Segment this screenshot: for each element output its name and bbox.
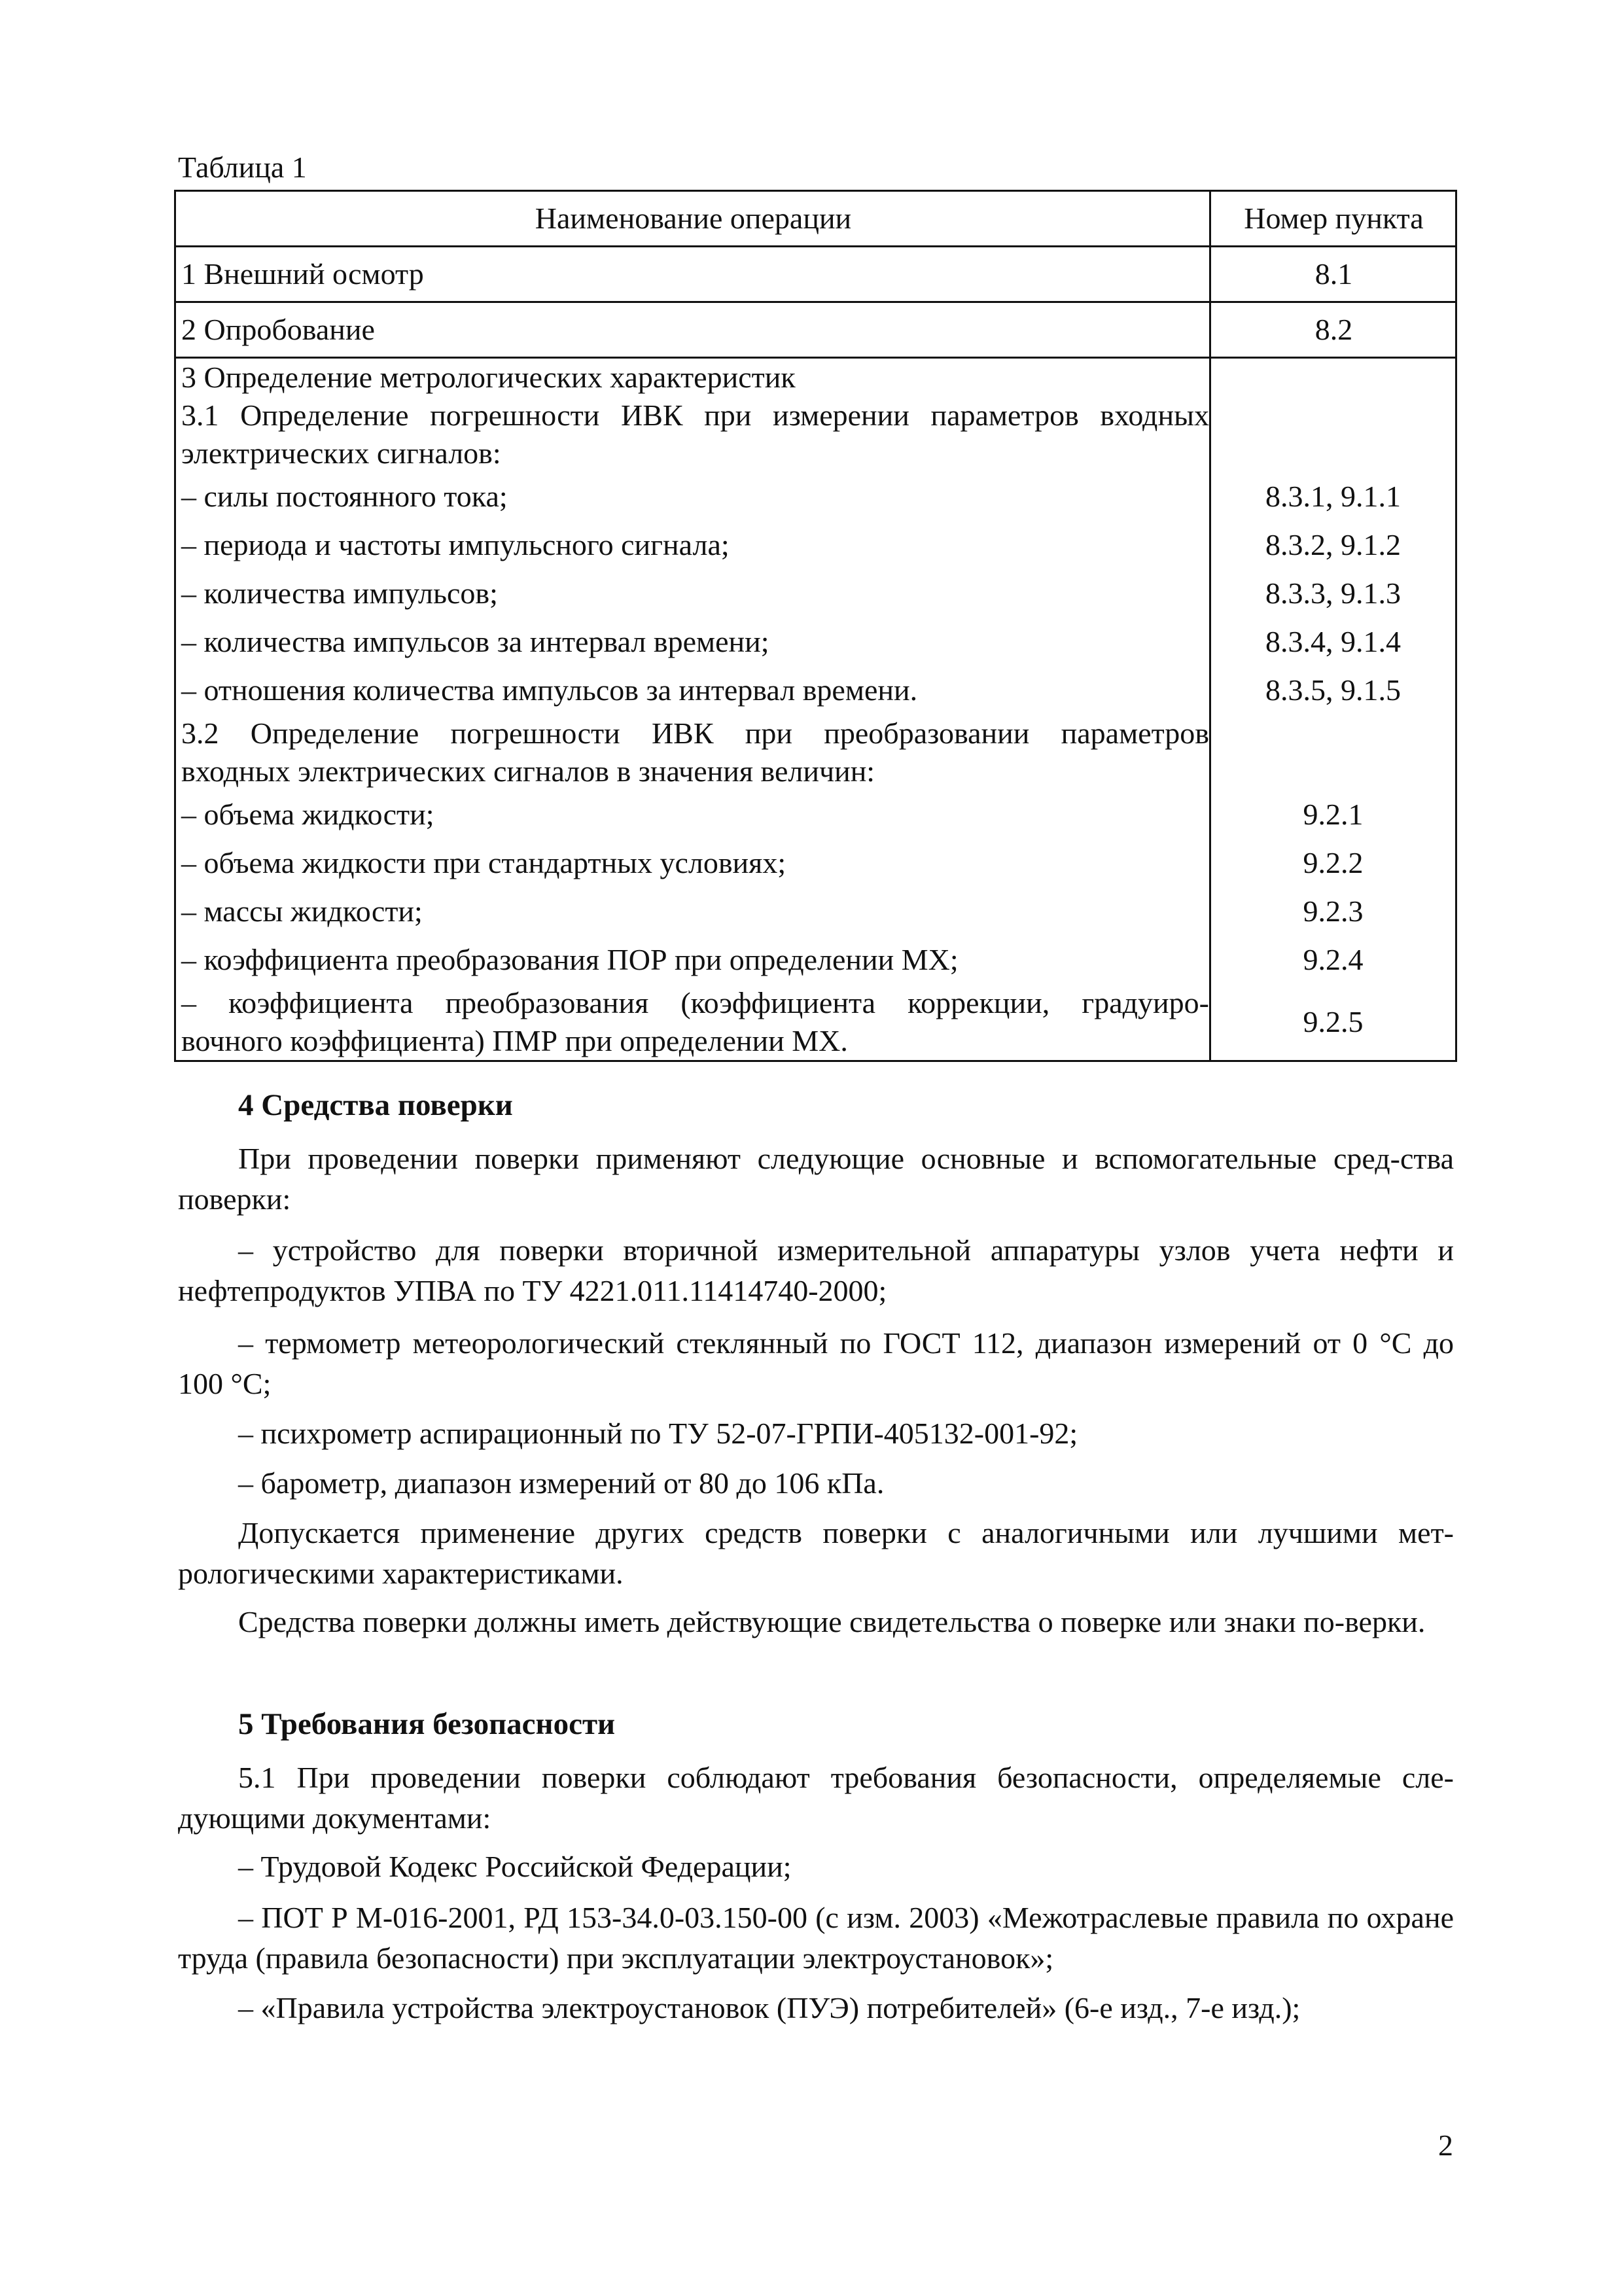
item-number-line [1211,752,1455,790]
item-number-line: 9.2.1 [1303,798,1364,831]
item-number-line [1211,715,1455,752]
section5-item: – Трудовой Кодекс Российской Федерации; [238,1850,792,1883]
item-number-line [1211,359,1455,397]
table-row-section3 [175,358,1456,1061]
header-item-number: Номер пункта [1210,191,1456,247]
item-number-line [1211,984,1455,1003]
section4-note: Допускается применение других средств поверки с аналогичными или лучшими мет-рологическими характеристиками. [178,1516,1454,1590]
operation-line: входных электрических сигналов в значения величин: [181,754,875,788]
table-header-row [175,191,1456,247]
item-number-line: 8.3.1, 9.1.1 [1265,480,1401,513]
item-number-line: 9.2.5 [1303,1005,1364,1038]
item-number-line: 8.3.2, 9.1.2 [1265,528,1401,561]
section4-intro: При проведении поверки применяют следующие основные и вспомогательные сред-ства поверки: [178,1142,1454,1216]
section4-item: – психрометр аспирационный по ТУ 52-07-ГРПИ-405132-001-92; [238,1417,1078,1450]
operation-line: – периода и частоты импульсного сигнала; [181,528,730,561]
operation-line: 3.2 Определение погрешности ИВК при преобразовании параметров [181,716,1209,750]
operations-table [174,190,1457,1062]
page-number: 2 [1438,2128,1453,2162]
operation-line: – массы жидкости; [181,894,423,928]
operation-line: – количества импульсов; [181,576,498,610]
item-number-cell [1210,358,1456,1061]
operation-line: – объема жидкости; [181,798,434,831]
section4-heading: 4 Средства поверки [238,1088,513,1122]
item-number-line: 9.2.4 [1303,943,1364,976]
operation-line: – объема жидкости при стандартных условиях; [181,846,786,879]
item-number-line [1211,397,1455,434]
operation-line: – силы постоянного тока; [181,480,508,513]
item-number-line: 9.2.2 [1303,846,1364,879]
operation-line: электрических сигналов: [181,436,501,470]
section5-item: – «Правила устройства электроустановок (ПУЭ) потребителей» (6-е изд., 7-е изд.); [238,1991,1301,2024]
section4-note: Средства поверки должны иметь действующие свидетельства о поверке или знаки по-верки. [238,1605,1426,1638]
item-number-line: 8.3.3, 9.1.3 [1265,576,1401,610]
table-caption: Таблица 1 [178,150,307,184]
header-operation-name: Наименование операции [175,191,1210,247]
operation-line: 3 Определение метрологических характеристик [181,361,796,394]
operation-name-cell [175,358,1210,1061]
section4-item: – барометр, диапазон измерений от 80 до 106 кПа. [238,1466,885,1500]
operation-line: – коэффициента преобразования (коэффициента коррекции, градуиро- [181,986,1209,1019]
section5-item: – ПОТ Р М-016-2001, РД 153-34.0-03.150-00 (с изм. 2003) «Межотраслевые правила по охране труда (правила безопасности) при эксплуатации электроустановок»; [178,1901,1454,1975]
section4-item: – устройство для поверки вторичной измерительной аппаратуры узлов учета нефти и нефтепродуктов УПВА по ТУ 4221.011.11414740-2000; [178,1233,1454,1307]
item-number-cell: 8.2 [1210,302,1456,358]
operation-line: – коэффициента преобразования ПОР при определении МХ; [181,943,959,976]
operation-line: – отношения количества импульсов за интервал времени. [181,673,918,707]
operation-line: вочного коэффициента) ПМР при определении МХ. [181,1024,848,1057]
item-number-line: 9.2.3 [1303,894,1364,928]
operation-name-cell: 2 Опробование [175,302,1210,358]
item-number-line: 8.3.5, 9.1.5 [1265,673,1401,707]
item-number-line: 8.3.4, 9.1.4 [1265,625,1401,658]
table-row [175,302,1456,358]
section5-heading: 5 Требования безопасности [238,1707,616,1741]
table-row [175,247,1456,302]
section4-item: – термометр метеорологический стеклянный по ГОСТ 112, диапазон измерений от 0 °С до 100 °С; [178,1326,1454,1400]
item-number-line [1211,434,1455,472]
item-number-cell: 8.1 [1210,247,1456,302]
section5-intro: 5.1 При проведении поверки соблюдают требования безопасности, определяемые сле-дующими документами: [178,1761,1454,1835]
operation-line: – количества импульсов за интервал времени; [181,625,769,658]
operation-line: 3.1 Определение погрешности ИВК при измерении параметров входных [181,398,1209,432]
operation-name-cell: 1 Внешний осмотр [175,247,1210,302]
